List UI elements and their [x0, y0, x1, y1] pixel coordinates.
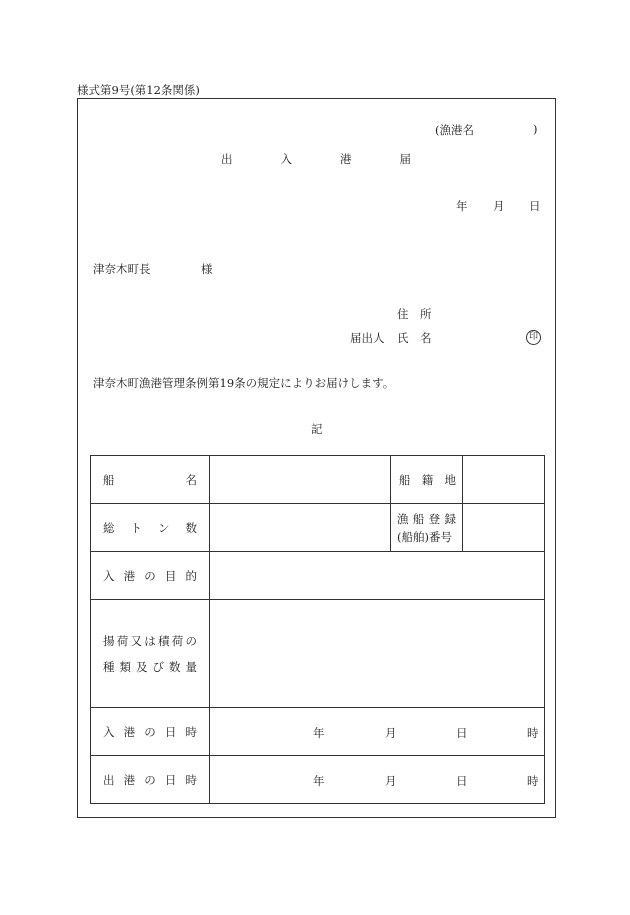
name-label: 氏 名	[397, 331, 432, 345]
title-char: 港	[340, 152, 352, 166]
departure-datetime-field[interactable]	[210, 756, 545, 804]
unit-day: 日	[456, 773, 468, 788]
cargo-field[interactable]	[210, 600, 545, 708]
unit-year: 年	[313, 725, 325, 740]
addressee-honorific: 様	[201, 262, 213, 276]
table-row	[91, 504, 545, 552]
form-number-label: 様式第9号(第12条関係)	[77, 83, 200, 97]
table-row	[91, 552, 545, 600]
unit-year: 年	[313, 773, 325, 788]
date-month: 月	[493, 199, 505, 213]
address-label: 住 所	[397, 307, 432, 321]
ki-heading: 記	[311, 422, 323, 436]
arrival-datetime-label: 入 港 の 日 時	[91, 708, 210, 756]
registry-port-field[interactable]	[463, 456, 545, 504]
title-char: 出	[221, 152, 233, 166]
table-row	[91, 456, 545, 504]
unit-day: 日	[456, 725, 468, 740]
port-name-open: (漁港名	[435, 123, 474, 137]
registration-number-label: 漁 船 登 録 (船舶)番号	[391, 504, 463, 552]
table-row	[91, 756, 545, 804]
date-year: 年	[456, 199, 468, 213]
ship-name-field[interactable]	[210, 456, 391, 504]
addressee-name: 津奈木町長	[93, 262, 151, 276]
arrival-datetime-field[interactable]	[210, 708, 545, 756]
unit-hour: 時	[527, 725, 539, 740]
purpose-field[interactable]	[210, 552, 545, 600]
date-day: 日	[529, 199, 541, 213]
table-row	[91, 708, 545, 756]
purpose-label: 入 港 の 目 的	[91, 552, 210, 600]
details-table	[90, 455, 545, 804]
registry-port-label: 船 籍 地	[391, 456, 463, 504]
unit-month: 月	[385, 773, 397, 788]
applicant-role: 届出人	[350, 331, 385, 345]
table-row	[91, 600, 545, 708]
title-char: 入	[280, 152, 292, 166]
statement-text: 津奈木町漁港管理条例第19条の規定によりお届けします。	[93, 376, 395, 390]
form-title	[221, 151, 411, 167]
registration-number-field[interactable]	[463, 504, 545, 552]
unit-hour: 時	[527, 773, 539, 788]
port-name-close: )	[533, 122, 538, 136]
gross-tonnage-label: 総 ト ン 数	[91, 504, 210, 552]
seal-mark: 印	[526, 330, 541, 345]
gross-tonnage-field[interactable]	[210, 504, 391, 552]
unit-month: 月	[385, 725, 397, 740]
title-char: 届	[399, 152, 411, 166]
cargo-label: 揚 荷 又 は 積 荷 の 種 類 及 び 数 量	[91, 600, 210, 708]
departure-datetime-label: 出 港 の 日 時	[91, 756, 210, 804]
ship-name-label: 船 名	[91, 456, 210, 504]
